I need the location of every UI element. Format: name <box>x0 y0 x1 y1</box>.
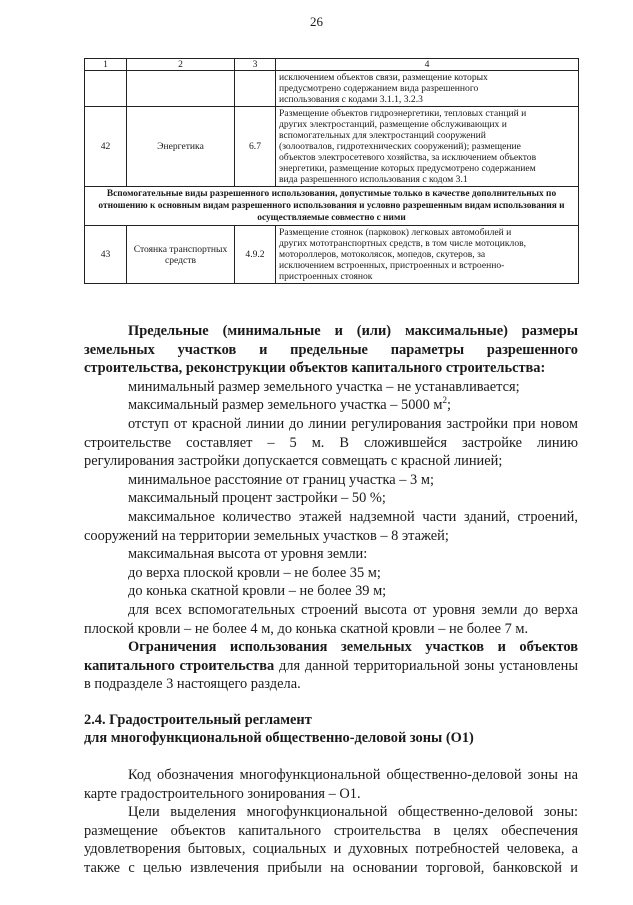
table-row <box>85 226 579 284</box>
limit-item: отступ от красной линии до линии регулирования застройки при новом строительстве составляет – 5 м. В сложившейся застройке линию регулирования застройки допускается совмещать с красной линией; <box>84 415 578 470</box>
empty-cell <box>85 71 127 107</box>
description-line: Размещение объектов гидроэнергетики, тепловых станций и <box>279 108 527 119</box>
row-number: 42 <box>85 107 127 187</box>
description-line: (золоотвалов, гидротехнических сооружений); размещение <box>279 141 521 152</box>
zone-goals-paragraph: Цели выделения многофункциональной общественно-деловой зоны: размещение объектов капитального строительства в целях обеспечения удовлетворения бытовых, социальных и духовных потребностей человека, а также с целью извлечения прибыли на основании торговой, банковской и <box>84 804 578 877</box>
header-col-4: 4 <box>276 59 579 71</box>
use-type-code: 4.9.2 <box>235 226 276 284</box>
zone-code-paragraph: Код обозначения многофункциональной общественно-деловой зоны на карте градостроительного зонирования – О1. <box>84 767 578 802</box>
empty-cell <box>235 71 276 107</box>
table-section-row <box>85 187 579 226</box>
description-line: пристроенных стоянок <box>279 271 373 282</box>
use-type-name: Стоянка транспортных средств <box>127 226 235 284</box>
limit-item: максимальный процент застройки – 50 %; <box>128 490 386 507</box>
description-line: вида разрешенного использования с кодом 3.1 <box>279 174 468 185</box>
limit-item-text: максимальный размер земельного участка – 5000 м <box>128 397 443 414</box>
limit-item: до конька скатной кровли – не более 39 м; <box>128 583 387 600</box>
use-type-name: Энергетика <box>127 107 235 187</box>
use-type-description <box>276 107 579 187</box>
permitted-use-table <box>84 58 579 284</box>
description-line: вспомогательных для электростанций сооружений <box>279 130 486 141</box>
limits-heading: Предельные (минимальные и (или) максимальные) размеры земельных участков и предельные параметры разрешенного строительства, реконструкции объектов капитального строительства: <box>84 323 578 377</box>
section-subtitle: для многофункциональной общественно-деловой зоны (О1) <box>84 730 474 747</box>
limit-item: максимальная высота от уровня земли: <box>128 546 368 563</box>
table-header-row <box>85 59 579 71</box>
auxiliary-uses-heading: Вспомогательные виды разрешенного использования, допустимые только в качестве дополнительных по отношению к основным видам разрешенного использования и условно разрешенным видам использования и осуществляемые совместно с ними <box>85 187 579 226</box>
description-line: энергетики, размещение которых предусмотрено содержанием <box>279 163 536 174</box>
restrictions-bold: Ограничения использования земельных участков и объектов капитального строительства <box>84 639 578 674</box>
description-line: исключением встроенных, пристроенных и встроенно- <box>279 260 505 271</box>
limit-item: минимальное расстояние от границ участка – 3 м; <box>128 471 434 488</box>
section-title: 2.4. Градостроительный регламент <box>84 711 312 728</box>
limit-item <box>84 396 578 415</box>
description-line: Размещение стоянок (парковок) легковых автомобилей и <box>279 227 512 238</box>
header-col-3: 3 <box>235 59 276 71</box>
page-number: 26 <box>310 14 323 29</box>
header-col-1: 1 <box>85 59 127 71</box>
limit-item: для всех вспомогательных строений высота от уровня земли до верха плоской кровли – не более 4 м, до конька скатной кровли – не более 7 м. <box>84 601 578 637</box>
use-type-code: 6.7 <box>235 107 276 187</box>
description-line: других электростанций, размещение обслуживающих и <box>279 119 507 130</box>
restrictions-text: для данной территориальной зоны установлены в подразделе 3 настоящего раздела. <box>84 657 578 693</box>
header-col-2: 2 <box>127 59 235 71</box>
row-number: 43 <box>85 226 127 284</box>
description-line: объектов электросетевого хозяйства, за исключением объектов <box>279 152 537 163</box>
description-line: исключением объектов связи, размещение которых <box>279 72 488 83</box>
description-line: мотороллеров, мотоколясок, мопедов, скутеров, за <box>279 249 486 260</box>
table-row <box>85 71 579 107</box>
use-type-description <box>276 226 579 284</box>
empty-cell <box>127 71 235 107</box>
description-line: использования с кодами 3.1.1, 3.2.3 <box>279 94 423 105</box>
table-row <box>85 107 579 187</box>
row-continuation-description <box>276 71 579 107</box>
superscript: 2 <box>442 395 447 406</box>
limit-item: максимальное количество этажей надземной части зданий, строений, сооружений на территории земельных участков – 8 этажей; <box>84 508 578 544</box>
limit-item: до верха плоской кровли – не более 35 м; <box>128 564 381 581</box>
punctuation: ; <box>446 397 451 414</box>
description-line: предусмотрено содержанием вида разрешенного <box>279 83 479 94</box>
description-line: других мототранспортных средств, в том числе мотоциклов, <box>279 238 527 249</box>
restrictions-paragraph <box>84 638 578 694</box>
body-text <box>84 322 578 878</box>
limit-item: минимальный размер земельного участка – не устанавливается; <box>128 378 520 395</box>
